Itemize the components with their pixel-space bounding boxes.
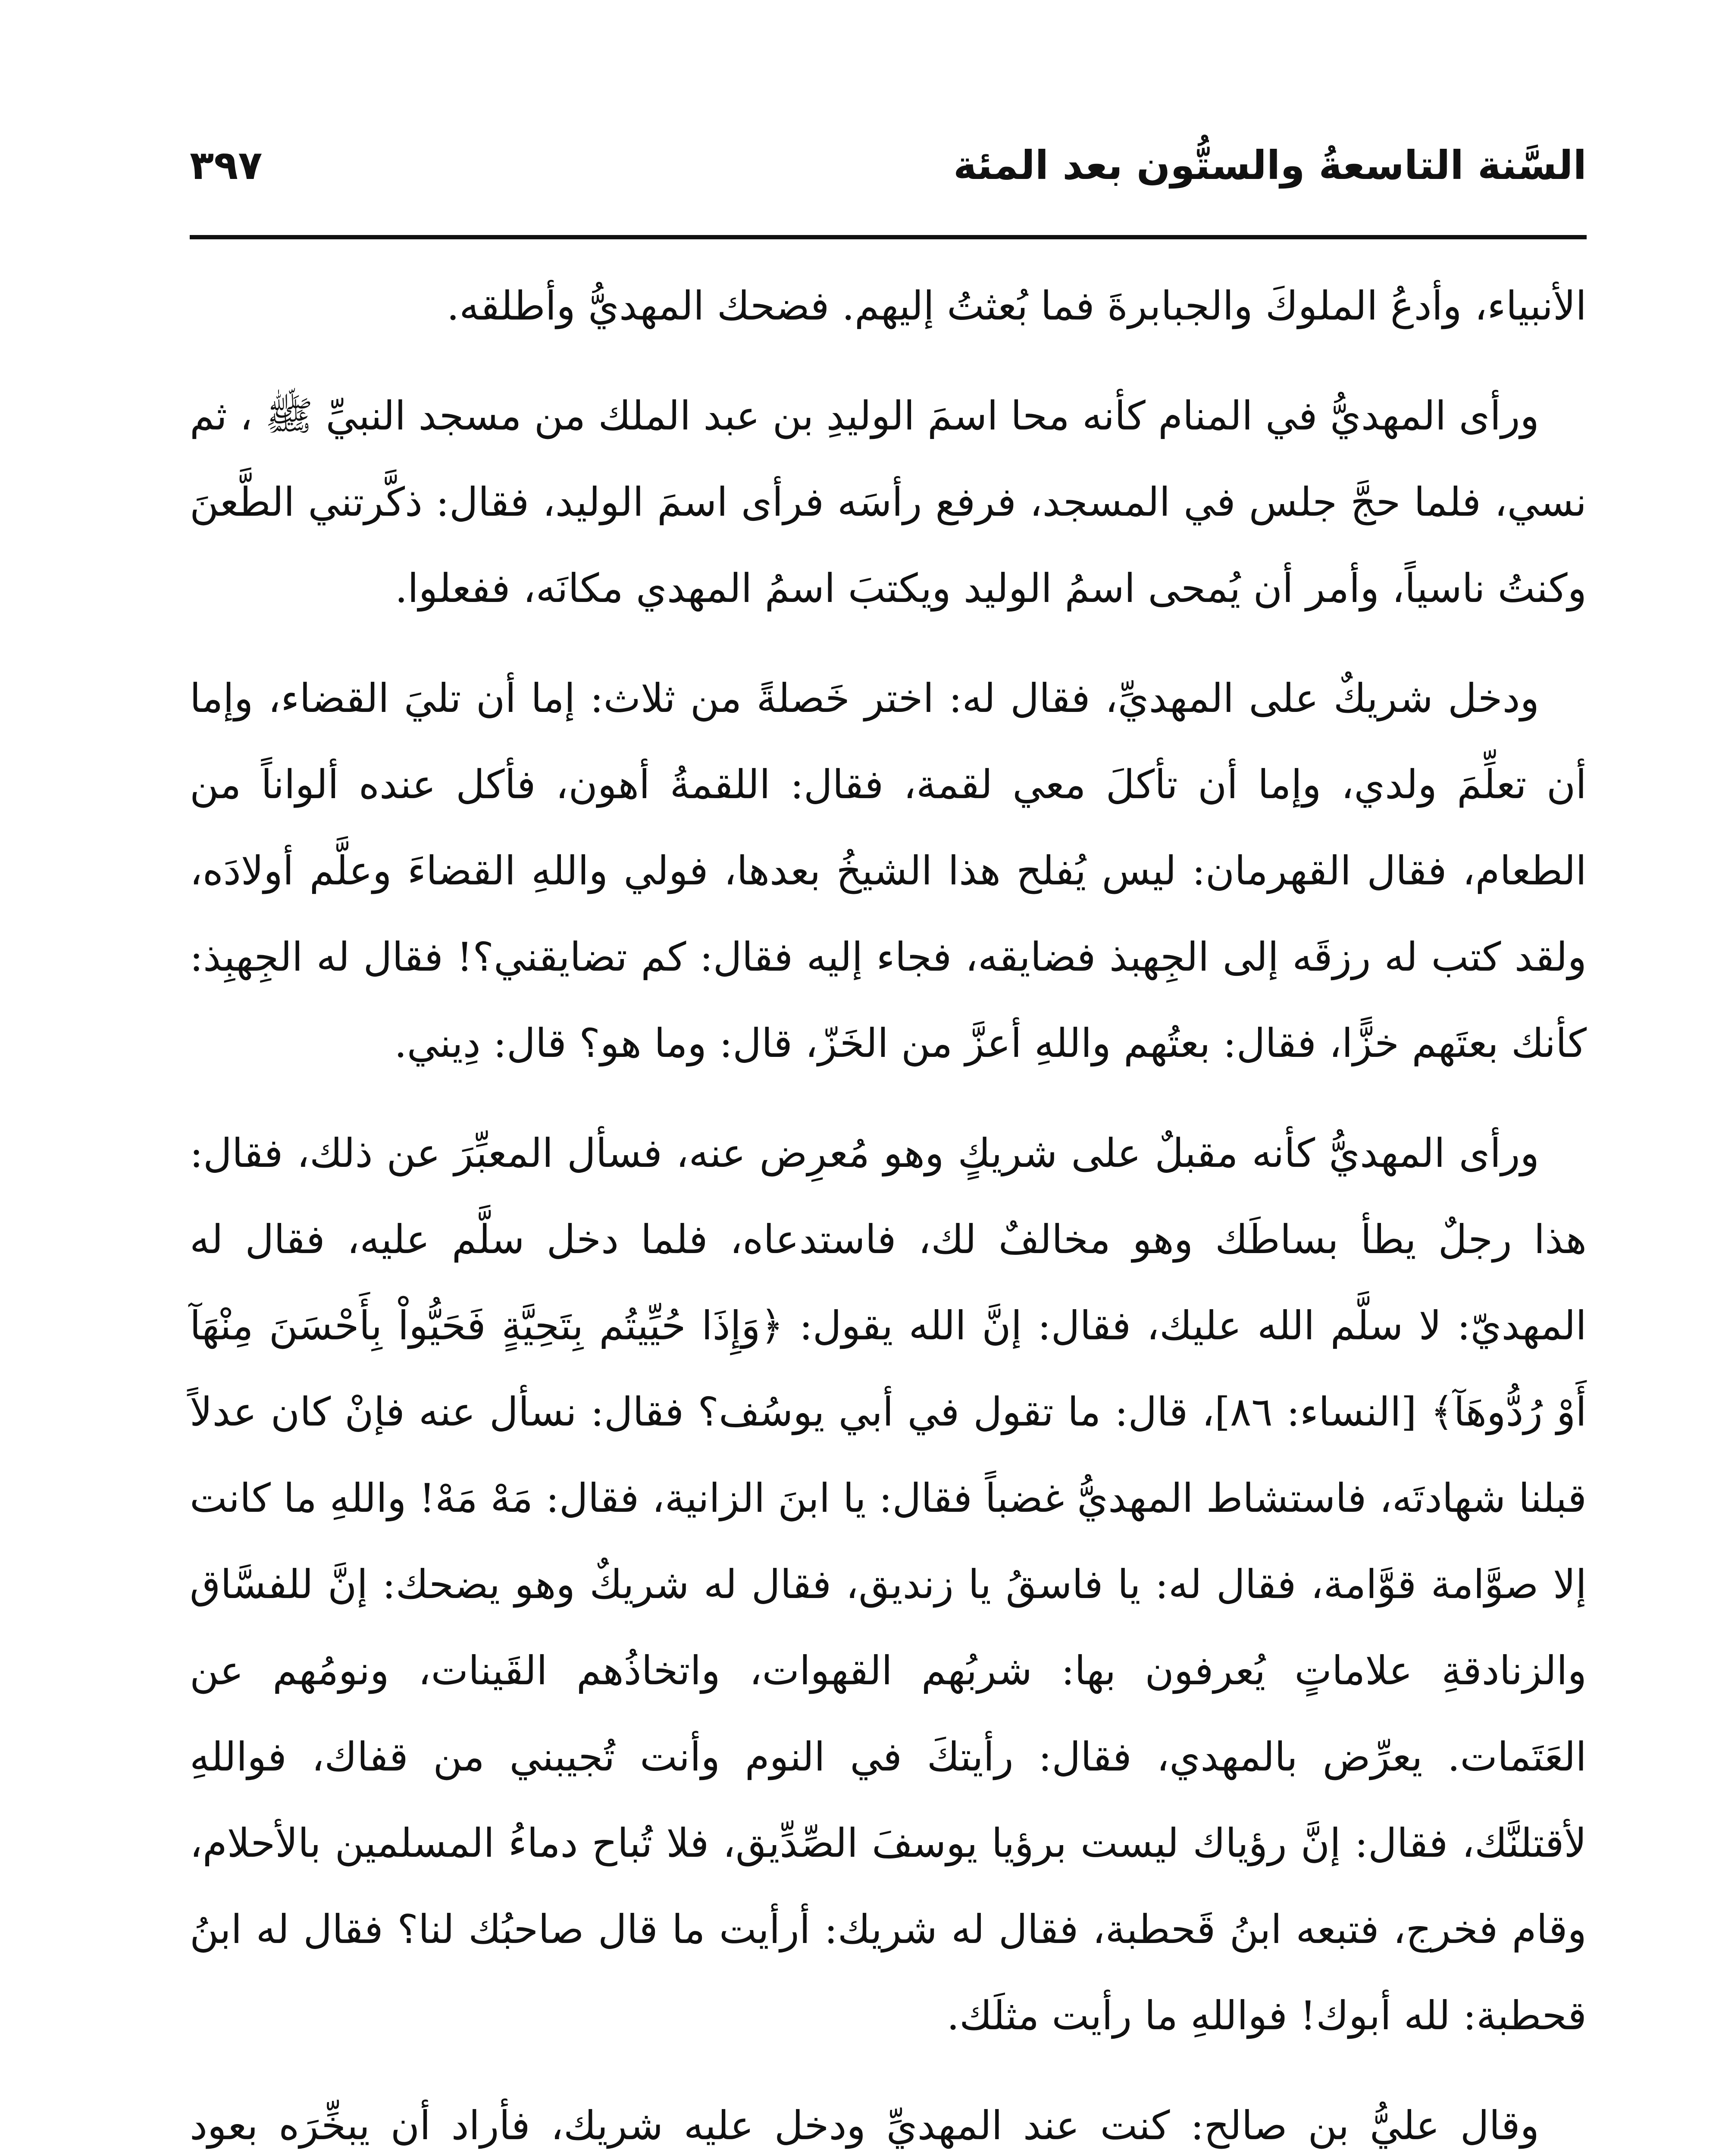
paragraph-mahdi-dream-mosque: ورأى المهديُّ في المنام كأنه محا اسمَ الوليدِ بن عبد الملك من مسجد النبيِّ ﷺ ، ثم نسي، فلما حجَّ جلس في المسجد، فرفع رأسَه فرأى اسمَ الوليد، فقال: ذكَّرتني الطَّعنَ وكنتُ ناسياً، وأمر أن يُمحى اسمُ الوليد ويكتبَ اسمُ المهدي مكانَه، ففعلوا. [190,393,1587,611]
page-header [190,129,1587,216]
page-number: ٣٩٧ [190,142,263,188]
paragraph-sharik-dream-dispute: ورأى المهديُّ كأنه مقبلٌ على شريكٍ وهو مُعرِض عنه، فسأل المعبِّرَ عن ذلك، فقال: هذا رجلٌ يطأ بساطَك وهو مخالفٌ لك، فاستدعاه، فلما دخل سلَّم عليه، فقال له المهديّ: لا سلَّم الله عليك، فقال: إنَّ الله يقول: ﴿وَإِذَا حُيِّيتُم بِتَحِيَّةٍ فَحَيُّواْ بِأَحْسَنَ مِنْهَآ أَوْ رُدُّوهَآ﴾ [النساء: ٨٦]، قال: ما تقول في أبي يوسُف؟ فقال: نسأل عنه فإنْ كان عدلاً قبلنا شهادتَه، فاستشاط المهديُّ غضباً فقال: يا ابنَ الزانية، فقال: مَهْ مَهْ! واللهِ ما كانت إلا صوَّامة قوَّامة، فقال له: يا فاسقُ يا زنديق، فقال له شريكٌ وهو يضحك: إنَّ للفسَّاق والزنادقةِ علاماتٍ يُعرفون بها: شربُهم القهوات، واتخاذُهم القَينات، ونومُهم عن العَتَمات. يعرِّض بالمهدي، فقال: رأيتكَ في النوم وأنت تُجيبني من قفاك، فواللهِ لأقتلنَّك، فقال: إنَّ رؤياك ليست برؤيا يوسفَ الصِّدِّيق، فلا تُباح دماءُ المسلمين بالأحلام، وقام فخرج، فتبعه ابنُ قَحطبة، فقال له شريك: أرأيت ما قال صاحبُك لنا؟ فقال له ابنُ قحطبة: لله أبوك! فواللهِ ما رأيت مثلَك. [190,1130,1587,2039]
running-title: السَّنة التاسعةُ والستُّون بعد المئة [953,142,1587,188]
paragraph-ali-bin-salih-story: وقال عليُّ بن صالح: كنت عند المهديِّ ودخل عليه شريك، فأراد أن يبخِّرَه بعود [190,2103,1539,2149]
header-rule [190,235,1587,239]
body-text [190,263,1587,2156]
paragraph-sharik-three-choices: ودخل شريكٌ على المهديِّ، فقال له: اختر خَصلةً من ثلاث: إما أن تليَ القضاء، وإما أن تعلِّمَ ولدي، وإما أن تأكلَ معي لقمة، فقال: اللقمةُ أهون، فأكل عنده ألواناً من الطعام، فقال القهرمان: ليس يُفلح هذا الشيخُ بعدها، فولي واللهِ القضاءَ وعلَّم أولادَه، ولقد كتب له رزقَه إلى الجِهبذ فضايقه، فجاء إليه فقال: كم تضايقني؟! فقال له الجِهبِذ: كأنك بعتَهم خزًّا، فقال: بعتُهم واللهِ أعزَّ من الخَزّ، قال: وما هو؟ قال: دِيني. [190,675,1587,1066]
paragraph-continuation: الأنبياء، وأدعُ الملوكَ والجبابرةَ فما بُعثتُ إليهم. فضحك المهديُّ وأطلقه. [446,283,1587,329]
